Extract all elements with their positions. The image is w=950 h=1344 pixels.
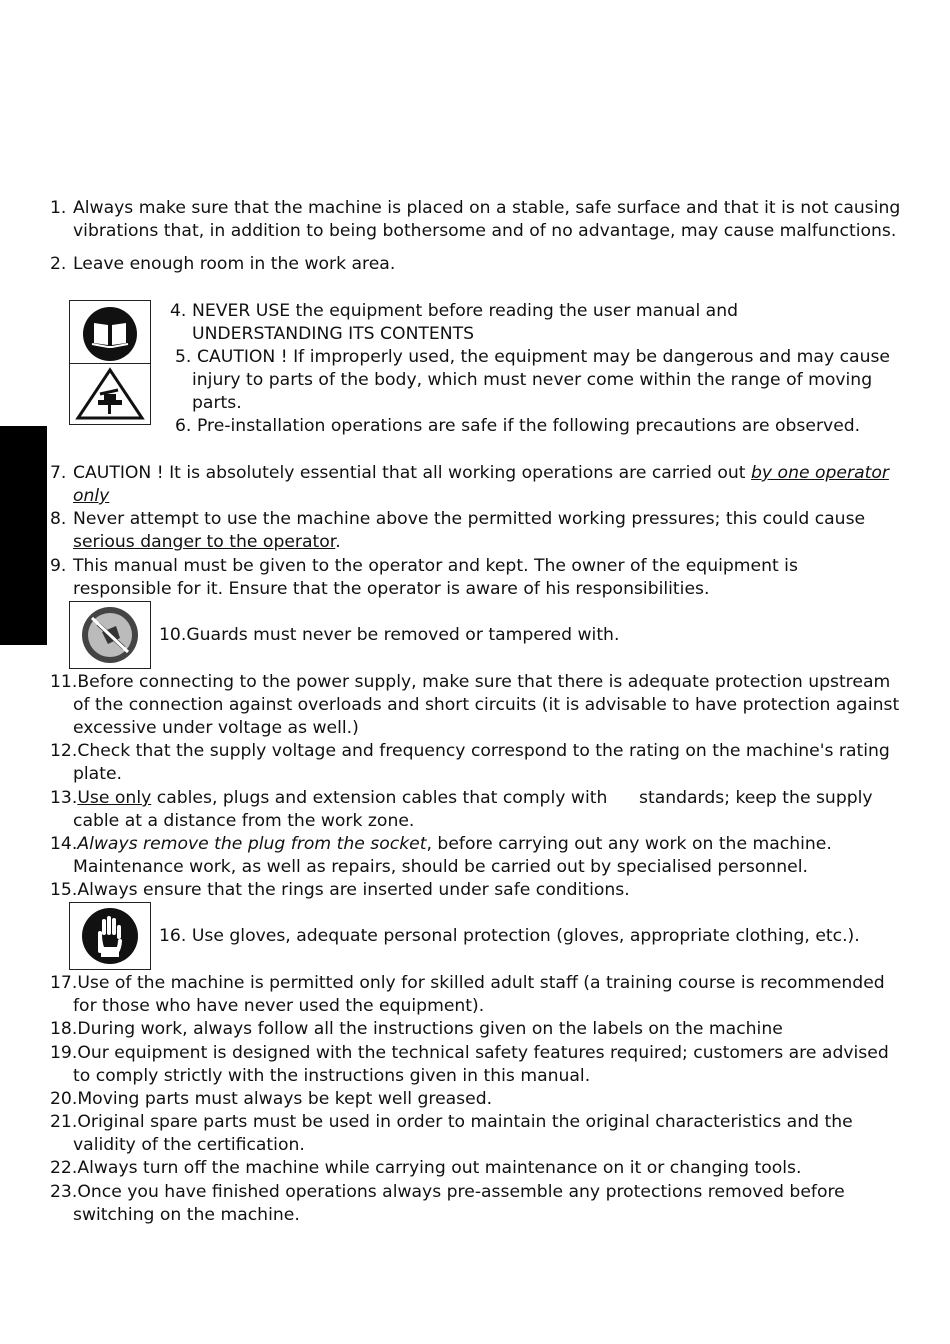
item-23-line-2: switching on the machine.	[73, 1205, 300, 1225]
item-13-text: cables, plugs and extension cables that comply with	[151, 788, 608, 808]
item-15-number: 15.	[50, 880, 78, 900]
item-20-line-1	[50, 1088, 492, 1111]
item-18-line-1	[50, 1018, 783, 1041]
item-21-number: 21.	[50, 1112, 78, 1132]
item-16-text: Use gloves, adequate personal protection (gloves, appropriate clothing, etc.).	[191, 926, 860, 946]
item-19-line-1	[50, 1042, 889, 1065]
item-11-number: 11.	[50, 672, 78, 692]
item-13-emphasis: Use only	[77, 788, 152, 808]
item-7-number: 7.	[50, 463, 67, 483]
item-7-emphasis: by one operator	[751, 463, 889, 483]
item-10-number: 10.	[159, 625, 187, 645]
item-14-number: 14.	[50, 834, 78, 854]
item-8-line-2	[73, 531, 341, 554]
item-13-number: 13.	[50, 788, 78, 808]
item-18-number: 18.	[50, 1019, 78, 1039]
item-11-text: Before connecting to the power supply, make sure that there is adequate protection upstream	[77, 672, 891, 692]
item-17-line-1	[50, 972, 885, 995]
item-8-line-1: Never attempt to use the machine above the permitted working pressures; this could cause	[73, 509, 866, 529]
wear-gloves-icon	[69, 902, 151, 970]
item-17-line-2: for those who have never used the equipment).	[73, 996, 485, 1016]
item-18-text: During work, always follow all the instructions given on the labels on the machine	[77, 1019, 783, 1039]
item-14-line-2: Maintenance work, as well as repairs, should be carried out by specialised personnel.	[73, 857, 808, 877]
item-19-line-2: to comply strictly with the instructions given in this manual.	[73, 1066, 591, 1086]
item-12-text: Check that the supply voltage and frequency correspond to the rating on the machine's rating	[77, 741, 890, 761]
item-12-line-1	[50, 740, 890, 763]
item-9-number: 9.	[50, 556, 67, 576]
no-tampering-guards-icon	[69, 601, 151, 669]
item-10-line-1	[159, 624, 619, 647]
item-4-line-1: NEVER USE the equipment before reading the user manual and	[192, 301, 739, 321]
item-5-line-2: injury to parts of the body, which must never come within the range of moving	[192, 370, 873, 390]
item-6-line-1: Pre-installation operations are safe if the following precautions are observed.	[197, 416, 861, 436]
item-5-line-1: CAUTION ! If improperly used, the equipment may be dangerous and may cause	[197, 347, 890, 367]
item-19-number: 19.	[50, 1043, 78, 1063]
item-6-number: 6.	[175, 416, 192, 436]
item-11-line-1	[50, 671, 890, 694]
item-11-line-3: excessive under voltage as well.)	[73, 718, 359, 738]
item-8-number: 8.	[50, 509, 67, 529]
item-15-line-1	[50, 879, 630, 902]
item-16-number: 16.	[159, 926, 187, 946]
item-20-number: 20.	[50, 1089, 78, 1109]
item-8-tail: .	[335, 532, 341, 552]
item-4-number: 4.	[170, 301, 187, 321]
item-13-line-1	[50, 787, 607, 810]
item-7-line-1	[73, 462, 889, 485]
item-8-emphasis: serious danger to the operator	[73, 532, 336, 552]
item-1-line-1: Always make sure that the machine is placed on a stable, safe surface and that it is not causing	[73, 198, 901, 218]
item-21-line-1	[50, 1111, 853, 1134]
item-9-line-2: responsible for it. Ensure that the operator is aware of his responsibilities.	[73, 579, 710, 599]
item-17-text: Use of the machine is permitted only for skilled adult staff (a training course is recommended	[77, 973, 885, 993]
item-23-number: 23.	[50, 1182, 78, 1202]
item-10-text: Guards must never be removed or tampered with.	[186, 625, 620, 645]
item-5-line-3: parts.	[192, 393, 242, 413]
item-7-line-2: only	[73, 486, 110, 506]
item-2-number: 2.	[50, 254, 67, 274]
item-22-line-1	[50, 1157, 801, 1180]
item-22-number: 22.	[50, 1158, 78, 1178]
item-14-text: , before carrying out any work on the machine.	[426, 834, 832, 854]
item-7-text: CAUTION ! It is absolutely essential that all working operations are carried out	[73, 463, 752, 483]
item-23-line-1	[50, 1181, 845, 1204]
item-16-line-1	[159, 925, 860, 948]
item-23-text: Once you have finished operations always pre-assemble any protections removed before	[77, 1182, 845, 1202]
item-20-text: Moving parts must always be kept well greased.	[77, 1089, 493, 1109]
section-tab-marker	[0, 426, 47, 645]
item-1-line-2: vibrations that, in addition to being bothersome and of no advantage, may cause malfunctions.	[73, 221, 897, 241]
item-13-text-right: standards; keep the supply	[639, 788, 873, 808]
item-14-line-1	[50, 833, 832, 856]
read-manual-icon	[69, 300, 151, 364]
item-1-number: 1.	[50, 198, 67, 218]
item-9-line-1: This manual must be given to the operator and kept. The owner of the equipment is	[73, 556, 798, 576]
item-2-line-1: Leave enough room in the work area.	[73, 254, 396, 274]
item-17-number: 17.	[50, 973, 78, 993]
item-13-line-2: cable at a distance from the work zone.	[73, 811, 415, 831]
hand-crush-hazard-icon	[69, 363, 151, 425]
item-5-number: 5.	[175, 347, 192, 367]
item-14-emphasis: Always remove the plug from the socket	[77, 834, 427, 854]
item-11-line-2: of the connection against overloads and short circuits (it is advisable to have protection against	[73, 695, 900, 715]
item-4-line-2: UNDERSTANDING ITS CONTENTS	[192, 324, 475, 344]
item-22-text: Always turn off the machine while carrying out maintenance on it or changing tools.	[77, 1158, 802, 1178]
item-15-text: Always ensure that the rings are inserted under safe conditions.	[77, 880, 630, 900]
item-21-line-2: validity of the certification.	[73, 1135, 305, 1155]
item-21-text: Original spare parts must be used in order to maintain the original characteristics and the	[77, 1112, 853, 1132]
item-19-text: Our equipment is designed with the technical safety features required; customers are advised	[77, 1043, 889, 1063]
item-12-number: 12.	[50, 741, 78, 761]
item-12-line-2: plate.	[73, 764, 122, 784]
